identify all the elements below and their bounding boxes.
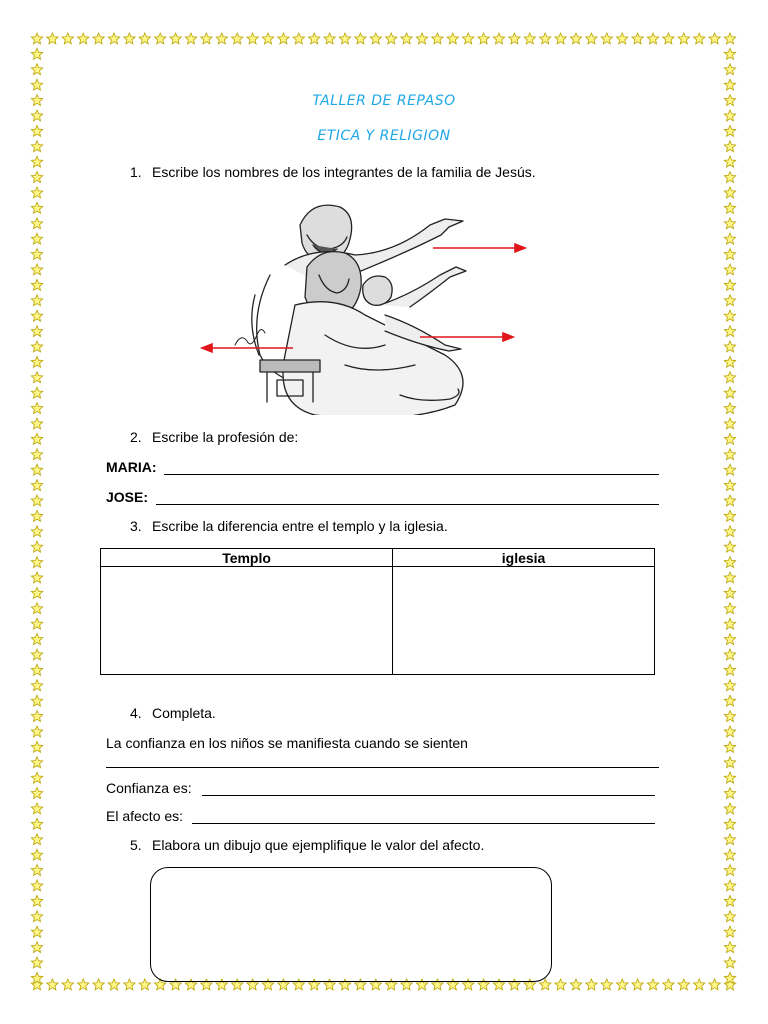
star-icon	[540, 979, 551, 990]
star-icon	[47, 979, 58, 990]
star-icon	[31, 110, 42, 121]
star-icon	[31, 279, 42, 290]
star-icon	[724, 957, 735, 968]
question-1-text: Escribe los nombres de los integrantes de la familia de Jesús.	[152, 164, 536, 180]
question-2-text: Escribe la profesión de:	[152, 429, 299, 445]
star-icon	[724, 156, 735, 167]
star-icon	[447, 33, 458, 44]
star-icon	[724, 603, 735, 614]
star-icon	[724, 649, 735, 660]
star-icon	[31, 757, 42, 768]
star-icon	[724, 202, 735, 213]
maria-label: MARIA:	[106, 459, 157, 475]
star-icon	[62, 979, 73, 990]
star-icon	[724, 911, 735, 922]
star-icon	[62, 33, 73, 44]
star-icon	[586, 33, 597, 44]
star-icon	[724, 664, 735, 675]
star-icon	[724, 634, 735, 645]
star-icon	[31, 480, 42, 491]
star-icon	[31, 557, 42, 568]
question-3-text: Escribe la diferencia entre el templo y la iglesia.	[152, 518, 448, 534]
star-icon	[478, 33, 489, 44]
star-icon	[293, 33, 304, 44]
star-icon	[31, 849, 42, 860]
question-5-text: Elabora un dibujo que ejemplifique le valor del afecto.	[152, 837, 485, 853]
star-icon	[724, 372, 735, 383]
star-icon	[724, 48, 735, 59]
star-icon	[647, 33, 658, 44]
star-icon	[31, 711, 42, 722]
page-subtitle: ETICA Y RELIGION	[317, 128, 451, 144]
star-icon	[724, 218, 735, 229]
star-icon	[31, 156, 42, 167]
star-icon	[663, 33, 674, 44]
jose-answer-line[interactable]	[156, 504, 659, 505]
star-icon	[31, 249, 42, 260]
question-4-text: Completa.	[152, 705, 216, 721]
star-icon	[724, 480, 735, 491]
star-icon	[724, 541, 735, 552]
star-icon	[247, 33, 258, 44]
star-icon	[724, 680, 735, 691]
star-icon	[31, 957, 42, 968]
star-icon	[724, 464, 735, 475]
star-icon	[31, 587, 42, 598]
star-icon	[724, 865, 735, 876]
star-icon	[31, 865, 42, 876]
star-icon	[31, 926, 42, 937]
star-icon	[31, 726, 42, 737]
star-icon	[724, 880, 735, 891]
star-icon	[724, 110, 735, 121]
star-icon	[31, 618, 42, 629]
star-icon	[31, 818, 42, 829]
star-icon	[724, 618, 735, 629]
star-icon	[31, 79, 42, 90]
confianza-label: Confianza es:	[106, 780, 192, 796]
star-icon	[724, 557, 735, 568]
star-icon	[524, 33, 535, 44]
star-icon	[678, 33, 689, 44]
star-icon	[555, 33, 566, 44]
star-icon	[540, 33, 551, 44]
star-icon	[31, 541, 42, 552]
confianza-sentence: La confianza en los niños se manifiesta cuando se sienten	[106, 735, 468, 751]
star-icon	[632, 33, 643, 44]
star-icon	[31, 649, 42, 660]
star-icon	[31, 911, 42, 922]
star-icon	[724, 834, 735, 845]
star-icon	[31, 202, 42, 213]
star-icon	[185, 33, 196, 44]
star-icon	[31, 187, 42, 198]
star-icon	[31, 880, 42, 891]
star-icon	[31, 64, 42, 75]
star-icon	[31, 603, 42, 614]
star-icon	[31, 942, 42, 953]
star-icon	[93, 979, 104, 990]
star-icon	[586, 979, 597, 990]
star-icon	[632, 979, 643, 990]
afecto-label: El afecto es:	[106, 808, 184, 824]
star-icon	[31, 403, 42, 414]
star-icon	[709, 33, 720, 44]
star-icon	[108, 33, 119, 44]
iglesia-answer-cell[interactable]	[393, 567, 655, 675]
star-icon	[31, 172, 42, 183]
star-icon	[31, 772, 42, 783]
star-icon	[724, 403, 735, 414]
star-icon	[724, 64, 735, 75]
star-icon	[724, 895, 735, 906]
comparison-table	[100, 548, 655, 675]
star-icon	[31, 387, 42, 398]
star-icon	[463, 33, 474, 44]
star-icon	[509, 33, 520, 44]
star-icon	[601, 979, 612, 990]
question-3-number: 3.	[130, 518, 142, 534]
star-icon	[724, 711, 735, 722]
star-icon	[31, 264, 42, 275]
star-icon	[31, 895, 42, 906]
star-icon	[31, 741, 42, 752]
star-icon	[724, 772, 735, 783]
star-icon	[709, 979, 720, 990]
star-icon	[31, 326, 42, 337]
star-icon	[31, 664, 42, 675]
question-5-number: 5.	[130, 837, 142, 853]
star-icon	[31, 233, 42, 244]
star-icon	[31, 803, 42, 814]
star-icon	[724, 326, 735, 337]
star-icon	[31, 526, 42, 537]
confianza-answer-line[interactable]	[202, 795, 655, 796]
star-icon	[724, 341, 735, 352]
table-header-iglesia: iglesia	[393, 549, 655, 567]
star-icon	[724, 757, 735, 768]
star-icon	[724, 510, 735, 521]
star-icon	[570, 979, 581, 990]
star-icon	[78, 979, 89, 990]
star-icon	[31, 495, 42, 506]
holy-family-illustration	[195, 195, 535, 415]
star-icon	[262, 33, 273, 44]
star-icon	[31, 418, 42, 429]
star-icon	[31, 788, 42, 799]
star-icon	[108, 979, 119, 990]
star-icon	[555, 979, 566, 990]
star-icon	[416, 33, 427, 44]
star-icon	[724, 433, 735, 444]
star-icon	[93, 33, 104, 44]
star-icon	[724, 295, 735, 306]
star-icon	[78, 33, 89, 44]
star-icon	[155, 33, 166, 44]
star-icon	[724, 849, 735, 860]
star-icon	[724, 818, 735, 829]
star-icon	[31, 464, 42, 475]
star-icon	[724, 741, 735, 752]
star-icon	[617, 979, 628, 990]
star-icon	[309, 33, 320, 44]
star-icon	[724, 233, 735, 244]
star-icon	[124, 33, 135, 44]
star-icon	[678, 979, 689, 990]
jose-label: JOSE:	[106, 489, 149, 505]
question-1-number: 1.	[130, 164, 142, 180]
star-icon	[724, 79, 735, 90]
page-title: TALLER DE REPASO	[312, 93, 456, 109]
star-icon	[201, 33, 212, 44]
star-icon	[170, 33, 181, 44]
star-icon	[493, 33, 504, 44]
star-icon	[724, 449, 735, 460]
star-icon	[31, 48, 42, 59]
star-icon	[31, 834, 42, 845]
confianza-sentence-line[interactable]	[106, 767, 659, 768]
star-icon	[663, 979, 674, 990]
star-icon	[724, 803, 735, 814]
maria-answer-line[interactable]	[164, 474, 659, 475]
star-icon	[31, 510, 42, 521]
star-icon	[694, 979, 705, 990]
star-icon	[386, 33, 397, 44]
star-icon	[724, 387, 735, 398]
star-icon	[724, 187, 735, 198]
star-icon	[570, 33, 581, 44]
star-icon	[339, 33, 350, 44]
star-icon	[724, 356, 735, 367]
star-icon	[401, 33, 412, 44]
star-icon	[232, 33, 243, 44]
star-icon	[724, 942, 735, 953]
table-header-templo: Templo	[101, 549, 393, 567]
star-icon	[724, 495, 735, 506]
star-icon	[724, 264, 735, 275]
star-icon	[724, 310, 735, 321]
star-icon	[31, 218, 42, 229]
templo-answer-cell[interactable]	[101, 567, 393, 675]
star-icon	[31, 695, 42, 706]
star-icon	[647, 979, 658, 990]
star-icon	[31, 433, 42, 444]
star-icon	[31, 449, 42, 460]
star-icon	[31, 634, 42, 645]
star-icon	[694, 33, 705, 44]
star-icon	[31, 680, 42, 691]
star-icon	[724, 33, 735, 44]
star-icon	[724, 526, 735, 537]
star-icon	[724, 726, 735, 737]
star-icon	[724, 279, 735, 290]
star-icon	[617, 33, 628, 44]
star-icon	[324, 33, 335, 44]
star-icon	[31, 310, 42, 321]
star-icon	[124, 979, 135, 990]
star-icon	[216, 33, 227, 44]
star-icon	[370, 33, 381, 44]
star-icon	[355, 33, 366, 44]
star-icon	[724, 926, 735, 937]
star-icon	[31, 341, 42, 352]
afecto-answer-line[interactable]	[192, 823, 655, 824]
star-icon	[601, 33, 612, 44]
star-icon	[139, 979, 150, 990]
star-icon	[31, 295, 42, 306]
star-icon	[724, 172, 735, 183]
drawing-box[interactable]	[150, 867, 552, 982]
question-2-number: 2.	[130, 429, 142, 445]
star-icon	[724, 418, 735, 429]
star-icon	[47, 33, 58, 44]
star-icon	[724, 572, 735, 583]
star-icon	[31, 33, 42, 44]
star-icon	[31, 572, 42, 583]
question-4-number: 4.	[130, 705, 142, 721]
star-icon	[31, 356, 42, 367]
star-icon	[278, 33, 289, 44]
star-icon	[724, 587, 735, 598]
star-icon	[139, 33, 150, 44]
star-icon	[31, 372, 42, 383]
star-icon	[724, 249, 735, 260]
star-icon	[724, 788, 735, 799]
star-icon	[724, 695, 735, 706]
star-icon	[432, 33, 443, 44]
